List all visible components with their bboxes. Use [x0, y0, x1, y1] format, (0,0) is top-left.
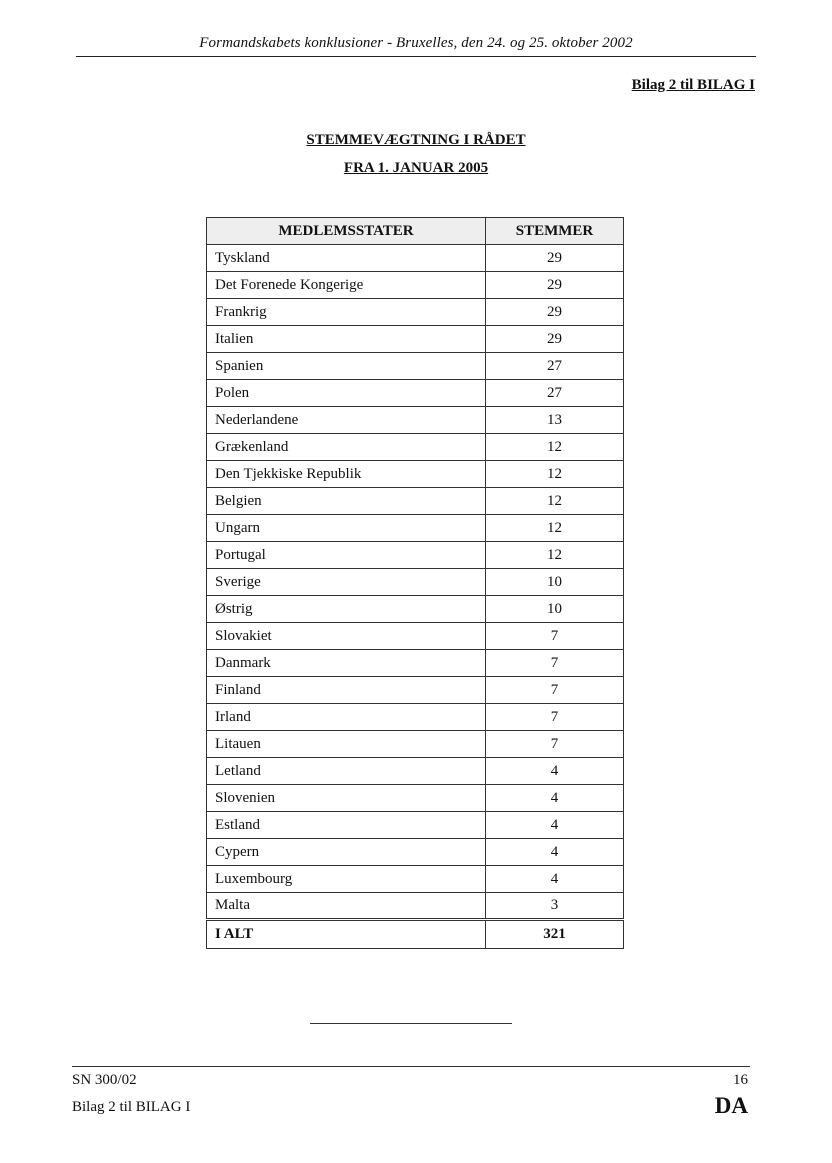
footer-annex-reference: Bilag 2 til BILAG I	[72, 1099, 191, 1115]
table-row	[207, 434, 624, 461]
table-row	[207, 353, 624, 380]
header-rule	[76, 56, 756, 57]
table-row	[207, 650, 624, 677]
votes-cell: 3	[486, 893, 624, 920]
table-row	[207, 731, 624, 758]
document-reference: SN 300/02	[72, 1072, 137, 1088]
member-state-cell: Irland	[207, 704, 486, 731]
member-state-cell: Frankrig	[207, 299, 486, 326]
member-state-cell: Sverige	[207, 569, 486, 596]
member-state-cell: Belgien	[207, 488, 486, 515]
votes-cell: 4	[486, 785, 624, 812]
votes-cell: 7	[486, 677, 624, 704]
member-state-cell: Luxembourg	[207, 866, 486, 893]
votes-cell: 10	[486, 596, 624, 623]
table-row	[207, 245, 624, 272]
table-row	[207, 785, 624, 812]
table-row	[207, 299, 624, 326]
member-state-cell: Portugal	[207, 542, 486, 569]
votes-cell: 29	[486, 326, 624, 353]
table-row	[207, 758, 624, 785]
table-row	[207, 380, 624, 407]
table-row	[207, 596, 624, 623]
table-row	[207, 866, 624, 893]
member-state-cell: Spanien	[207, 353, 486, 380]
table-row	[207, 623, 624, 650]
member-state-cell: Grækenland	[207, 434, 486, 461]
votes-cell: 29	[486, 245, 624, 272]
votes-cell: 4	[486, 839, 624, 866]
table-row	[207, 515, 624, 542]
member-state-cell: Danmark	[207, 650, 486, 677]
table-row	[207, 461, 624, 488]
member-state-cell: Finland	[207, 677, 486, 704]
votes-cell: 13	[486, 407, 624, 434]
annex-reference: Bilag 2 til BILAG I	[631, 77, 755, 93]
document-title: STEMMEVÆGTNING I RÅDET	[306, 132, 526, 148]
table-row	[207, 893, 624, 920]
table-row	[207, 569, 624, 596]
member-state-cell: Slovakiet	[207, 623, 486, 650]
member-state-cell: Litauen	[207, 731, 486, 758]
running-head: Formandskabets konklusioner - Bruxelles, den 24. og 25. oktober 2002	[199, 35, 633, 51]
votes-cell: 29	[486, 272, 624, 299]
member-state-cell: Nederlandene	[207, 407, 486, 434]
end-of-text-rule	[310, 1023, 512, 1024]
table-row	[207, 542, 624, 569]
table-row	[207, 272, 624, 299]
member-state-cell: Østrig	[207, 596, 486, 623]
table-body	[207, 245, 624, 920]
votes-cell: 27	[486, 353, 624, 380]
member-state-cell: Letland	[207, 758, 486, 785]
votes-cell: 27	[486, 380, 624, 407]
table-row	[207, 704, 624, 731]
total-label: I ALT	[207, 920, 486, 949]
table-row	[207, 407, 624, 434]
votes-cell: 7	[486, 731, 624, 758]
table-row	[207, 488, 624, 515]
document-subtitle: FRA 1. JANUAR 2005	[343, 160, 489, 176]
table-row	[207, 677, 624, 704]
member-state-cell: Slovenien	[207, 785, 486, 812]
language-code: DA	[714, 1093, 748, 1118]
table-row	[207, 326, 624, 353]
votes-cell: 12	[486, 461, 624, 488]
votes-cell: 12	[486, 542, 624, 569]
votes-cell: 7	[486, 623, 624, 650]
votes-cell: 4	[486, 758, 624, 785]
votes-cell: 7	[486, 704, 624, 731]
member-state-cell: Det Forenede Kongerige	[207, 272, 486, 299]
votes-cell: 4	[486, 812, 624, 839]
member-state-cell: Italien	[207, 326, 486, 353]
member-state-cell: Malta	[207, 893, 486, 920]
member-state-cell: Den Tjekkiske Republik	[207, 461, 486, 488]
votes-cell: 4	[486, 866, 624, 893]
member-state-cell: Estland	[207, 812, 486, 839]
table-row	[207, 812, 624, 839]
total-votes: 321	[486, 920, 624, 949]
votes-cell: 10	[486, 569, 624, 596]
votes-cell: 12	[486, 488, 624, 515]
votes-cell: 29	[486, 299, 624, 326]
table-header-row	[207, 218, 624, 245]
votes-cell: 12	[486, 515, 624, 542]
member-state-cell: Polen	[207, 380, 486, 407]
member-state-cell: Ungarn	[207, 515, 486, 542]
votes-cell: 12	[486, 434, 624, 461]
column-header-votes: STEMMER	[486, 218, 624, 245]
column-header-member-states: MEDLEMSSTATER	[207, 218, 486, 245]
vote-weighting-table	[206, 217, 624, 949]
votes-cell: 7	[486, 650, 624, 677]
member-state-cell: Cypern	[207, 839, 486, 866]
total-row	[207, 920, 624, 949]
member-state-cell: Tyskland	[207, 245, 486, 272]
table-row	[207, 839, 624, 866]
page-number: 16	[733, 1072, 748, 1088]
footer-rule	[72, 1066, 750, 1067]
